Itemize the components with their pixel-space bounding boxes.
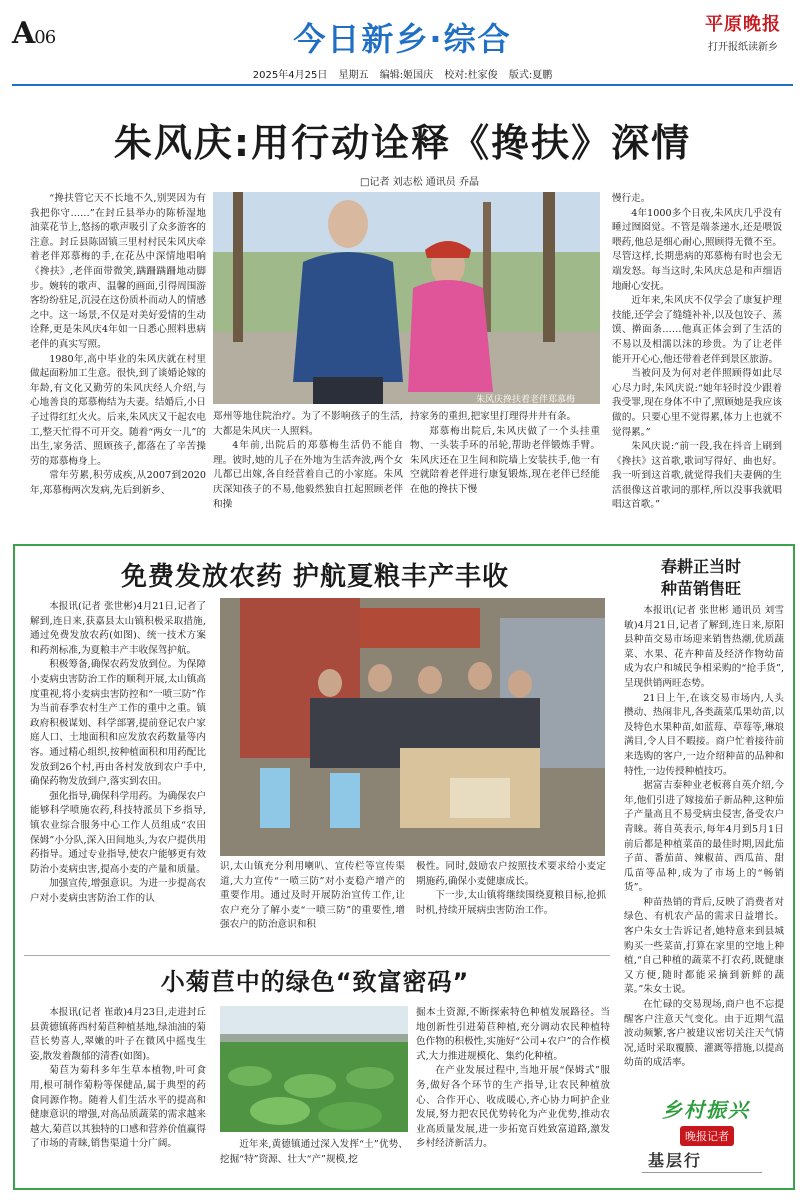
badge-tag: 晚报记者 — [680, 1126, 734, 1146]
pesticide-distribution-image — [220, 598, 605, 856]
lead-paragraph: 郑慕梅出院后,朱风庆做了一个头挂重物、一头装手环的吊轮,帮助老伴锻炼手臂。朱风庆还在卫生间和院墙上安装扶手,他一有空就陪着老伴进行康复锻炼,现在老伴已经能在他的搀扶下慢 — [410, 425, 600, 495]
pesticide-paragraph: 加强宣传,增强意识。为进一步提高农户对小麦病虫害防治工作的认 — [30, 878, 206, 904]
chicory-column-1 — [30, 1006, 206, 1184]
pesticide-paragraph: 本报讯(记者 张世彬)4月21日,记者了解到,连日来,获嘉县太山镇积极采取措施,通过免费发放农药(如图)、统一技术方案和药剂标准,为夏粮丰产丰收保驾护航。 — [30, 601, 206, 656]
lead-byline: □记者 刘志松 通讯员 乔晶 — [360, 177, 479, 188]
badge-title: 乡村振兴 — [662, 1098, 750, 1122]
masthead — [0, 0, 805, 88]
lead-paragraph: 郑州等地住院治疗。为了不影响孩子的生活,大都是朱风庆一人照料。 — [213, 411, 403, 437]
lead-column-1 — [30, 192, 206, 520]
lead-column-3 — [410, 410, 600, 520]
page-number-digits: 06 — [34, 27, 56, 48]
pesticide-photo — [220, 598, 605, 856]
lead-paragraph: 近年来,朱风庆不仅学会了康复护理技能,还学会了缝缝补补,以及包饺子、蒸馍、擀面条……他真正体会到了生活的不易以及相濡以沫的珍贵。为了让老伴能开开心心,他还带着老伴到景区旅游。 — [612, 295, 782, 365]
chicory-column-2 — [220, 1138, 408, 1184]
chicory-photo — [220, 1006, 408, 1132]
issue-weekday: 星期五 — [338, 70, 369, 81]
seedling-paragraph: 种苗热销的背后,反映了消费者对绿色、有机农产品的需求日益增长。客户朱女士告诉记者,她特意来到县城购买一些菜苗,打算在家里的空地上种植,“自己种植的蔬菜不打农药,既健康又方便,随时都能采摘到新鲜的蔬菜。”朱女士说。 — [624, 896, 784, 996]
brand-logo — [695, 10, 791, 53]
pesticide-column-1 — [30, 600, 206, 950]
lead-photo — [213, 192, 600, 404]
section-divider — [24, 955, 610, 956]
pesticide-column-3 — [416, 860, 606, 950]
elderly-couple-image — [213, 192, 600, 404]
editor-credit: 编辑:姬国庆 — [379, 70, 434, 81]
seedling-paragraph: 据富吉泰种业老板蒋自英介绍,今年,他们引进了嫁接茄子新品种,这种茄子产量高且不易受病虫侵害,备受农户青睐。蒋自英表示,每年4月到5月1日前后都是种植菜苗的最佳时期,因此茄子苗、番茄苗、辣椒苗、西瓜苗、甜瓜苗等品种,成为了市场上的“畅销货”。 — [624, 780, 784, 894]
chicory-field-image — [220, 1006, 408, 1132]
lead-paragraph: 慢行走。 — [612, 193, 651, 204]
designer-credit: 版式:夏鹏 — [508, 70, 553, 81]
seedling-paragraph: 在忙碌的交易现场,商户也不忘提醒客户注意天气变化。由于近期气温波动频繁,客户被建议密切关注天气情况,适时采取覆膜、灌溉等措施,以提高幼苗的成活率。 — [624, 999, 784, 1069]
pesticide-headline: 免费发放农药 护航夏粮丰产丰收 — [120, 562, 510, 592]
pesticide-paragraph: 极性。同时,鼓励农户按照技术要求给小麦定期施药,确保小麦健康成长。 — [416, 861, 606, 887]
badge-subtitle: 基层行 — [648, 1151, 703, 1170]
lead-paragraph: “搀扶管它天不长地不久,别哭因为有我把你守……”在封丘县举办的陈桥湿地油菜花节上,悠扬的歌声吸引了众多游客的注意。封丘县陈固镇三里村村民朱风庆牵着老伴郑慕梅的手,在花丛中深情地唱响《搀扶》,老伴面带微笑,蹒跚蹒跚地动脚步。婉转的歌声、温馨的画面,引得周围游客纷纷驻足,沉浸在这份质朴而动人的情感之中。这一场景,不仅是对美好爱情的生动诠释,更是朱风庆4年如一日悉心照料患病老伴的真实写照。 — [30, 193, 206, 350]
section-title: 今日新乡·综合 — [293, 20, 512, 58]
seedling-paragraph: 21日上午,在该交易市场内,人头攒动、热闹非凡,各类蔬菜瓜果幼苗,以及特色水果种苗,如蓝莓、草莓等,琳琅满目,令人目不暇接。商户忙着接待前来选购的客户,一边介绍种苗的品种和特性,一边传授种植技巧。 — [624, 692, 784, 777]
page-letter: A — [12, 16, 35, 51]
chicory-column-3 — [416, 1006, 610, 1184]
proofreader-credit: 校对:杜家俊 — [444, 70, 498, 81]
rural-revitalization-badge — [628, 1088, 782, 1184]
badge-underline — [642, 1172, 762, 1173]
pesticide-paragraph: 强化指导,确保科学用药。为确保农户能够科学喷施农药,科技特派员下乡指导,镇农业综合服务中心工作人员组成“农田保姆”小分队,深入田间地头,为农户提供用药指导。通过专业指导,使农户能够更有效防治小麦病虫害,提高小麦的产量和质量。 — [30, 790, 206, 875]
seedling-headline — [616, 556, 786, 600]
pesticide-column-2 — [220, 860, 405, 950]
chicory-headline: 小菊苣中的绿色“致富密码” — [160, 968, 470, 996]
chicory-paragraph: 菊苣为菊科多年生草本植物,叶可食用,根可制作菊粉等保健品,属于典型的药食同源作物。随着人们生活水平的提高和健康意识的增强,对高品质蔬菜的需求越来越大,菊苣以其独特的口感和营养价值赢得了市场的青睐,销售渠道十分广阔。 — [30, 1065, 206, 1150]
meta-bar — [0, 66, 805, 81]
masthead-rule — [12, 84, 793, 86]
issue-date: 2025年4月25日 — [252, 70, 328, 81]
seedling-paragraph: 本报讯(记者 张世彬 通讯员 刘雪敏)4月21日,记者了解到,连日来,原阳县种苗交易市场迎来销售热潮,优质蔬菜、水果、花卉种苗及经济作物幼苗成为农户和城民争相采购的“抢手货”,呈现供销两旺态势。 — [624, 605, 784, 689]
brand-name: 平原晚报 — [705, 14, 781, 35]
seedling-column — [624, 604, 784, 1084]
seedling-headline-line1: 春耕正当时 — [660, 557, 741, 576]
lead-column-2 — [213, 410, 403, 520]
lead-paragraph: 朱风庆说:“前一段,我在抖音上刷到《搀扶》这首歌,歌词写得好、曲也好。我一听到这首歌,就觉得我们夫妻俩的生活很像这首歌词的那样,所以没事我就唱唱这首歌。” — [612, 441, 782, 511]
brand-slogan: 打开报纸读新乡 — [708, 42, 778, 53]
lead-photo-caption: 朱风庆搀扶着老伴郑慕梅 — [476, 395, 576, 405]
chicory-paragraph: 本报讯(记者 崔敢)4月23日,走进封丘县黄德镇蒋西村菊苣种植基地,绿油油的菊苣长势喜人,翠嫩的叶子在微风中摇曳生姿,散发着馥郁的清香(如图)。 — [30, 1007, 206, 1062]
lead-column-4 — [612, 192, 782, 520]
lead-paragraph: 1980年,高中毕业的朱风庆就在村里做起面粉加工生意。很快,到了谈婚论嫁的年龄,有文化又勤劳的朱风庆经人介绍,与心地善良的郑慕梅结为夫妻。结婚后,小日子过得红红火火。后来,朱风庆又干起农电工,整天忙得不可开交。随着“两女一儿”的出生,家务活、照顾孩子,都落在了辛苦操劳的郑慕梅身上。 — [30, 353, 206, 467]
lead-paragraph: 4年1000多个日夜,朱风庆几乎没有睡过囫囵觉。不管是端茶递水,还是喂饭喂药,他总是细心耐心,照顾得无微不至。尽管这样,长期患病的郑慕梅有时也会无端发怒。每当这时,朱风庆总是和声细语地耐心安抚。 — [612, 207, 782, 292]
chicory-paragraph: 近年来,黄德镇通过深入发挥“土”优势、挖掘“特”资源、壮大“产”规模,挖 — [220, 1139, 408, 1165]
lead-headline: 朱风庆:用行动诠释《搀扶》深情 — [113, 121, 692, 165]
chicory-paragraph: 掘本土资源,不断探索特色种植发展路径。当地创新性引进菊苣种植,充分调动农民种植特色作物的积极性,实施好“公司+农户”的合作模式,大力推进规模化、集约化种植。 — [416, 1007, 610, 1062]
pesticide-paragraph: 识,太山镇充分利用喇叭、宣传栏等宣传渠道,大力宣传“一喷三防”对小麦稳产增产的重要作用。通过及时开展防治宣传工作,让农户充分了解小麦“一喷三防”的重要性,增强农户的防治意识和积 — [220, 861, 405, 931]
lead-paragraph: 4年前,出院后的郑慕梅生活仍不能自理。彼时,她的儿子在外地为生活奔波,两个女儿都已出嫁,各自经营着自己的小家庭。朱风庆深知孩子的不易,他毅然独自扛起照顾老伴和操 — [213, 440, 403, 510]
lead-paragraph: 持家务的重担,把家里打理得井井有条。 — [410, 411, 577, 422]
chicory-paragraph: 在产业发展过程中,当地开展“保姆式”服务,做好各个环节的生产指导,让农民种植放心、合作开心、收成暖心,齐心协力呵护企业发展,努力把农民优势转化为产业优势,推动农业高质量发展,进一步拓宽百姓致富道路,激发乡村经济新活力。 — [416, 1065, 610, 1150]
lead-paragraph: 当被问及为何对老伴照顾得如此尽心尽力时,朱风庆说:“她年轻时没少跟着我受罪,现在身体不中了,照顾她是我应该做的。只要心里不觉得累,体力上也就不觉得累。” — [612, 368, 782, 438]
pesticide-paragraph: 下一步,太山镇将继续围绕夏粮目标,抢抓时机,持续开展病虫害防治工作。 — [416, 890, 606, 916]
lead-paragraph: 常年劳累,积劳成疾,从2007到2020年,郑慕梅两次发病,先后到新乡、 — [30, 470, 206, 496]
pesticide-paragraph: 积极筹备,确保农药发放到位。为保障小麦病虫害防治工作的顺利开展,太山镇高度重视,将小麦病虫害防控和“一喷三防”作为当前春季农村生产工作的重中之重。镇政府积极谋划、科学部署,提前登记农户家庭人口、土地面积和应发放农药数量等内容。通过精心组织,按种植面积和用药配比发放到26个村,再由各村发放到农户手中,确保药物发放到户,落实到农田。 — [30, 659, 206, 788]
seedling-headline-line2: 种苗销售旺 — [660, 579, 741, 598]
